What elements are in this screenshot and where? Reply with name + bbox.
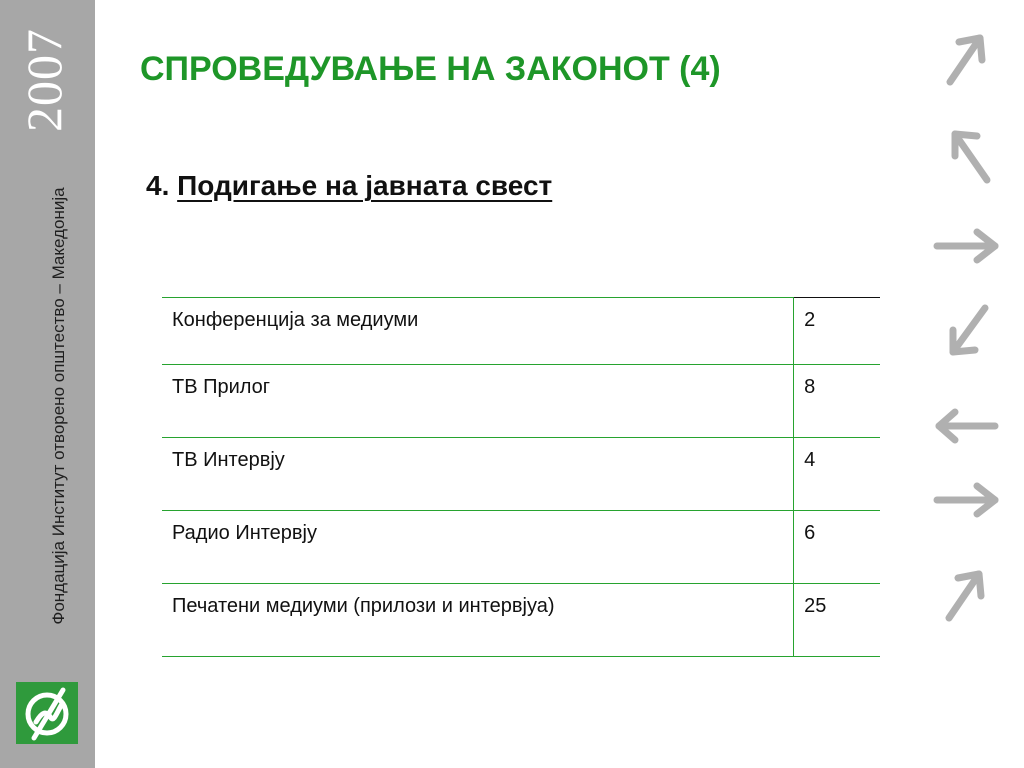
decorative-arrows	[925, 0, 1010, 768]
slide-title: СПРОВЕДУВАЊЕ НА ЗАКОНОТ (4)	[140, 50, 721, 88]
arrow-up-right-icon	[950, 38, 982, 82]
foundation-logo	[16, 682, 78, 744]
row-label: Печатени медиуми (прилози и интервјуа)	[162, 584, 794, 657]
row-label: ТВ Интервју	[162, 438, 794, 511]
arrow-right-icon	[937, 486, 995, 514]
sidebar-year: 2007	[16, 28, 72, 132]
sidebar	[0, 0, 95, 768]
foundation-logo-icon	[16, 682, 78, 744]
row-label: Конференција за медиуми	[162, 298, 794, 365]
row-value: 2	[794, 298, 880, 365]
media-activities-table	[162, 297, 880, 657]
row-value: 25	[794, 584, 880, 657]
subtitle-number: 4.	[146, 170, 170, 201]
decorative-arrows-svg	[925, 0, 1010, 768]
row-label: Радио Интервју	[162, 511, 794, 584]
row-label: ТВ Прилог	[162, 365, 794, 438]
arrow-up-left-icon	[955, 134, 987, 180]
sidebar-organization: Фондација Институт отворено општество – Македонија	[49, 187, 68, 625]
row-value: 8	[794, 365, 880, 438]
subtitle-text: Подигање на јавната свест	[177, 170, 553, 201]
table-row	[162, 438, 880, 511]
table-row	[162, 584, 880, 657]
row-value: 4	[794, 438, 880, 511]
arrow-left-icon	[939, 412, 995, 440]
arrow-down-left-icon	[953, 308, 985, 352]
row-value: 6	[794, 511, 880, 584]
table-row	[162, 511, 880, 584]
arrow-up-right-icon	[949, 574, 981, 618]
slide-subtitle	[146, 170, 552, 202]
arrow-right-icon	[937, 232, 995, 260]
table-row	[162, 365, 880, 438]
table-row	[162, 298, 880, 365]
